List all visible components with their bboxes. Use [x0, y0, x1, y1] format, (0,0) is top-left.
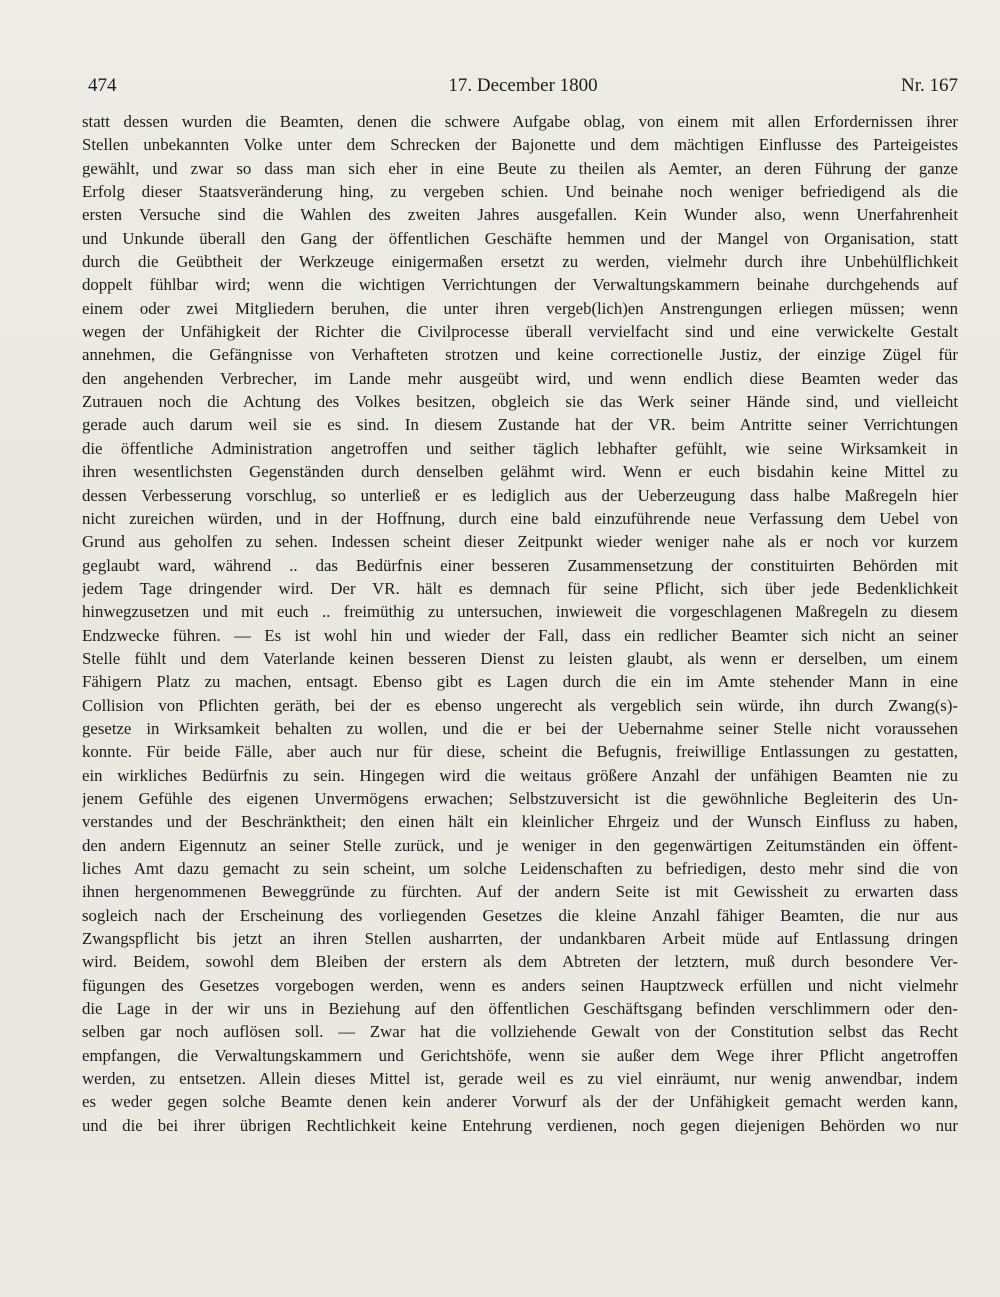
text-line: verstandes und der Beschränktheit; den einen hält ein kleinlicher Ehrgeiz und der Wunsch Einfluss zu haben,: [82, 812, 958, 832]
text-line: wegen der Unfähigkeit der Richter die Civilprocesse überall vervielfacht sind und eine verwickelte Gestalt: [82, 322, 958, 342]
text-line: einem oder zwei Mitgliedern beruhen, die unter ihren vergeb(lich)en Anstrengungen erliegen müssen; wenn: [82, 298, 958, 318]
text-line: durch die Geübtheit der Werkzeuge einigermaßen ersetzt zu werden, vielmehr durch ihre Unbehülflichkeit: [82, 252, 958, 272]
text-line: doppelt fühlbar wird; wenn die wichtigen Verrichtungen der Verwaltungskammern beinahe durchgehends auf: [82, 275, 958, 295]
text-line: Fähigern Platz zu machen, entsagt. Ebenso gibt es Lagen durch die ein im Amte stehender Mann in eine: [82, 672, 958, 692]
text-line: nicht zureichen würden, und in der Hoffnung, durch eine bald einzuführende neue Verfassung dem Uebel von: [82, 508, 958, 528]
text-line: geglaubt ward, während .. das Bedürfnis einer besseren Zusammensetzung der constituirten Behörden mit: [82, 555, 958, 575]
text-line: und Unkunde überall den Gang der öffentlichen Geschäfte hemmen und der Mangel von Organisation, statt: [82, 228, 958, 248]
text-line: werden, zu entsetzen. Allein dieses Mittel ist, gerade weil es zu viel einräumt, nur wenig anwendbar, indem: [82, 1069, 958, 1089]
text-line: Endzwecke führen. — Es ist wohl hin und wieder der Fall, dass ein redlicher Beamter sich nicht an seiner: [82, 625, 958, 645]
text-line: die Lage in der wir uns in Beziehung auf den öffentlichen Geschäftsgang befinden verschlimmern oder den-: [82, 999, 958, 1019]
text-line: empfangen, die Verwaltungskammern und Gerichtshöfe, wenn sie außer dem Wege ihrer Pflicht angetroffen: [82, 1045, 958, 1065]
text-line: dessen Verbesserung vorschlug, so unterließ er es lediglich aus der Ueberzeugung dass halbe Maßregeln hier: [82, 485, 958, 505]
text-line: die öffentliche Administration angetroffen und seither täglich lebhafter gefühlt, wie seine Wirksamkeit in: [82, 438, 958, 458]
text-line: gerade auch darum weil sie es sind. In diesem Zustande hat der VR. beim Antritte seiner Verrichtungen: [82, 415, 958, 435]
text-line: und die bei ihrer übrigen Rechtlichkeit keine Entehrung verdienen, noch gegen diejenigen Behörden wo nur: [82, 1115, 958, 1135]
body-text: [82, 110, 958, 1137]
text-line: ein wirkliches Bedürfnis zu sein. Hingegen wird die weitaus größere Anzahl der unfähigen Beamten nie zu: [82, 765, 958, 785]
text-line: Zutrauen noch die Achtung des Volkes besitzen, obgleich sie das Werk seiner Hände sind, und vielleicht: [82, 392, 958, 412]
page-number: 474: [88, 75, 117, 96]
text-line: Zwangspflicht bis jetzt an ihren Stellen ausharrten, der undankbaren Arbeit müde auf Entlassung dringen: [82, 929, 958, 949]
text-line: fügungen des Gesetzes vorgebogen werden, wenn es anders seinen Hauptzweck erfüllen und nicht vielmehr: [82, 975, 958, 995]
text-line: selben gar noch auflösen soll. — Zwar hat die vollziehende Gewalt von der Constitution selbst das Recht: [82, 1022, 958, 1042]
text-line: den angehenden Verbrecher, im Lande mehr ausgeübt wird, und wenn endlich diese Beamten weder das: [82, 368, 958, 388]
text-line: den andern Eigennutz an seiner Stelle zurück, und je weniger in den gegenwärtigen Zeitumständen ein öffent-: [82, 835, 958, 855]
text-line: liches Amt dazu gemacht zu sein scheint, um solche Leidenschaften zu befriedigen, desto mehr sind die von: [82, 859, 958, 878]
text-line: statt dessen wurden die Beamten, denen die schwere Aufgabe oblag, von einem mit allen Erfordernissen ihrer: [82, 112, 958, 131]
text-line: gesetze in Wirksamkeit behalten zu wollen, und die er bei der Uebernahme seiner Stelle nicht voraussehen: [82, 718, 958, 738]
text-line: annehmen, die Gefängnisse von Verhafteten strotzen und keine correctionelle Justiz, der einzige Zügel für: [82, 345, 958, 365]
text-line: ihnen hergenommenen Beweggründe zu fürchten. Auf der andern Seite ist mit Gewissheit zu erwarten dass: [82, 882, 958, 902]
text-line: jedem Tage dringender wird. Der VR. hält es demnach für seine Pflicht, sich über jede Bedenklichkeit: [82, 578, 958, 598]
text-line: Stellen unbekannten Volke unter dem Schrecken der Bajonette und dem mächtigen Einflusse des Parteigeistes: [82, 135, 958, 155]
page-date: 17. December 1800: [448, 75, 598, 96]
text-line: wird. Beidem, sowohl dem Bleiben der erstern als dem Abtreten der letztern, muß durch besondere Ver-: [82, 952, 958, 972]
text-line: hinwegzusetzen und mit euch .. freimüthig zu untersuchen, inwieweit die vorgeschlagenen Maßregeln zu diesem: [82, 602, 958, 622]
document-number: Nr. 167: [901, 75, 958, 96]
text-line: sogleich nach der Erscheinung des vorliegenden Gesetzes die kleine Anzahl fähiger Beamten, die nur aus: [82, 905, 958, 925]
text-line: Collision von Pflichten geräth, bei der es ebenso ungerecht als vergeblich sein würde, ihn durch Zwang(s)-: [82, 695, 958, 715]
text-line: Stelle fühlt und dem Vaterlande keinen besseren Dienst zu leisten glaubt, als wenn er derselben, um einem: [82, 648, 958, 668]
text-line: es weder gegen solche Beamte denen kein anderer Vorwurf als der der Unfähigkeit gemacht werden kann,: [82, 1092, 958, 1112]
text-line: gewählt, und zwar so dass man sich eher in eine Beute zu theilen als Aemter, an deren Führung der ganze: [82, 158, 958, 178]
text-line: ihren wesentlichsten Gegenständen durch denselben gelähmt wird. Wenn er euch bisdahin keine Mittel zu: [82, 462, 958, 482]
text-line: ersten Versuche sind die Wahlen des zweiten Jahres ausgefallen. Kein Wunder also, wenn Unerfahrenheit: [82, 205, 958, 225]
running-head: [88, 73, 958, 99]
text-line: Grund aus geholfen zu sehen. Indessen scheint dieser Zeitpunkt wieder weniger nahe als er noch vor kurzem: [82, 532, 958, 552]
text-line: Erfolg dieser Staatsveränderung hing, zu vergeben schien. Und beinahe noch weniger befriedigend als die: [82, 182, 958, 202]
text-line: jenem Gefühle des eigenen Unvermögens erwachen; Selbstzuversicht ist die gewöhnliche Begleiterin des Un-: [82, 788, 958, 808]
text-line: konnte. Für beide Fälle, aber auch nur für diese, scheint die Befugnis, freiwillige Entlassungen zu gestatten,: [82, 742, 958, 762]
